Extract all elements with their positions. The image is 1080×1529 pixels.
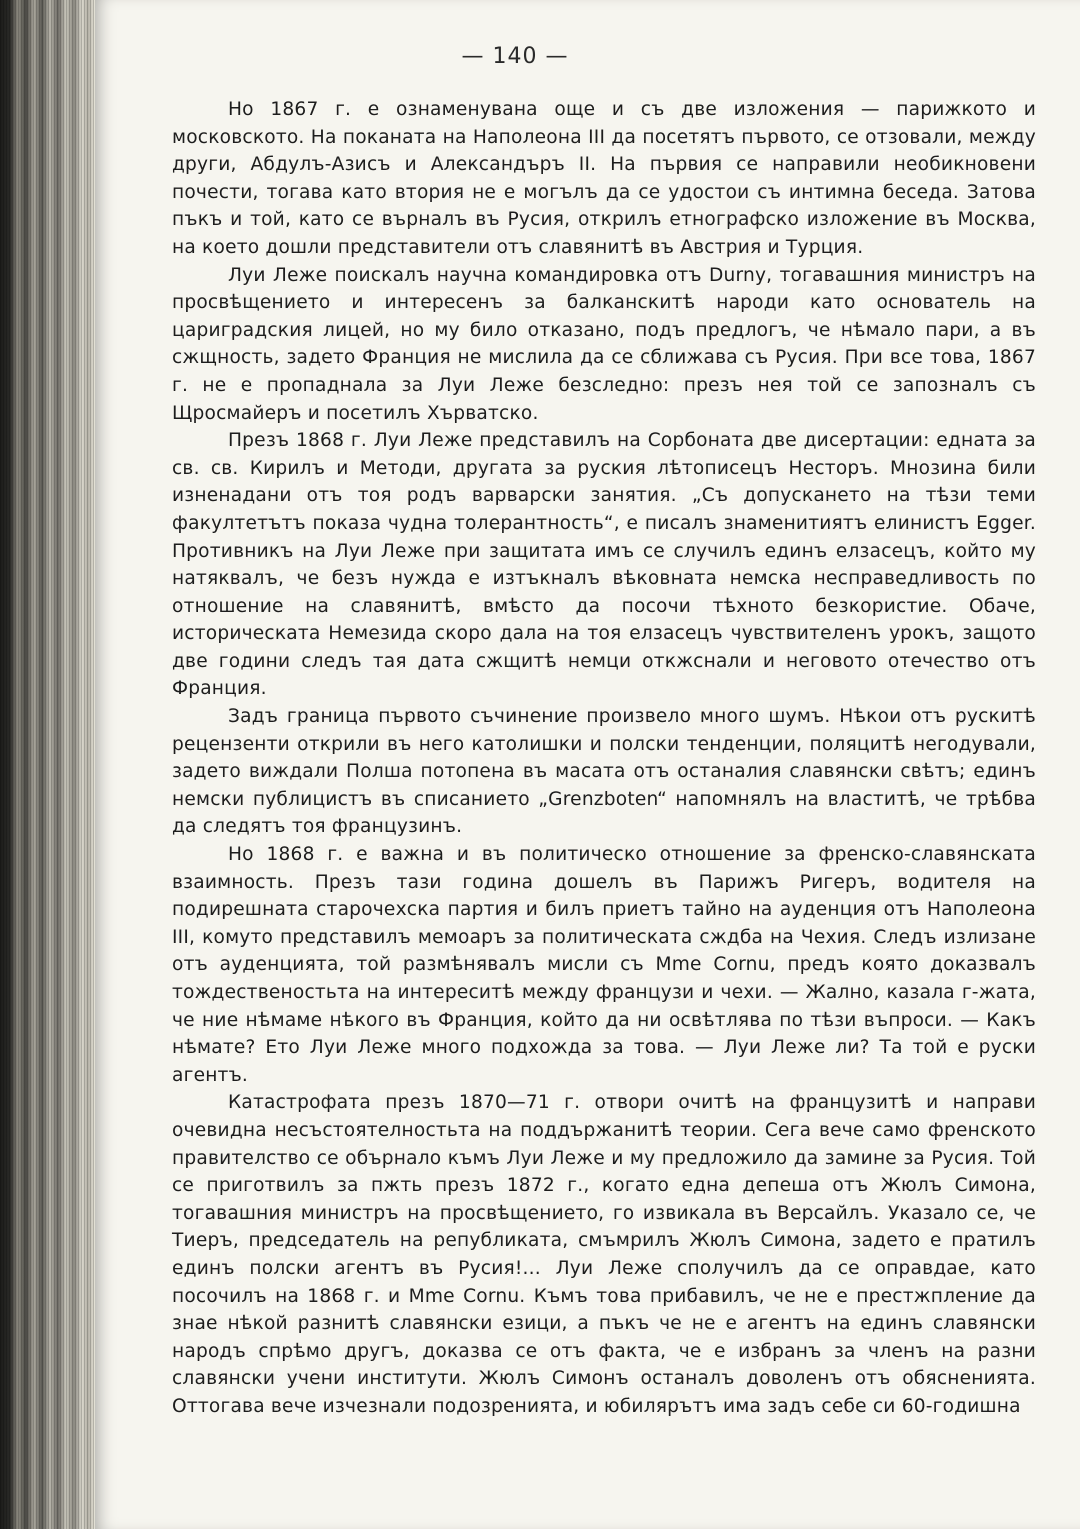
paragraph-3: Презъ 1868 г. Луи Леже представилъ на Сорбоната две дисертации: едната за св. св. Кирилъ и Методи, другата за руския лѣтописецъ Несторъ. Мнозина били изненадани отъ тоя родъ варварски занятия. „Съ допускането на тѣзи теми факултетътъ показа чудна толерантность“, е писалъ знаменитиятъ елинистъ Egger. Противникъ на Луи Леже при защитата имъ се случилъ единъ елзасецъ, който му натяквалъ, че безъ нужда е изтъкналъ вѣковната немска несправедливость по отношение на славянитѣ, вмѣсто да посочи тѣхното безкористие. Обаче, историческата Немезида скоро дала на тоя елзасецъ чувствителенъ урокъ, защото две години следъ тая дата сжщитѣ немци откжснали и неговото отечество отъ Франция. <box>172 430 1036 700</box>
page-number: — 140 — <box>461 44 569 69</box>
paragraph-1: Но 1867 г. е ознаменувана още и съ две изложения — парижкото и московското. На поканата на Наполеона III да посетятъ първото, се отзовали, между други, Абдулъ-Азисъ и Александъръ II. На първия се направили необикновени почести, тогава като втория не е могълъ да се удостои съ интимна беседа. Затова пъкъ и той, като се върналъ въ Русия, открилъ етнографско изложение въ Москва, на което дошли представители отъ славянитѣ въ Австрия и Турция. <box>172 99 1036 258</box>
book-spine <box>0 0 95 1529</box>
paragraph-5: Но 1868 г. е важна и въ политическо отношение за френско-славянската взаимность. Презъ тази година дошелъ въ Парижъ Ригеръ, водителя на подирешната старочехска партия и билъ приетъ тайно на ауденция отъ Наполеона III, комуто представилъ мемоаръ за политическата сждба на Чехия. Следъ излизане отъ ауденцията, той размѣнявалъ мисли съ Mme Cornu, предъ която доказвалъ тождественостьта на интереситѣ между французи и чехи. — Жално, казала г-жата, че ние нѣмаме нѣкого въ Франция, който да ни освѣтлява по тѣзи въпроси. — Какъ нѣмате? Ето Луи Леже много подхожда за това. — Луи Леже ли? Та той е руски агентъ. <box>172 844 1036 1086</box>
paragraph-6: Катастрофата презъ 1870—71 г. отвори очитѣ на французитѣ и направи очевидна несъстоятелностьта на поддържанитѣ теории. Сега вече само френското правителство се обърнало къмъ Луи Леже и му предложило да замине за Русия. Той се приготвилъ за пжть презъ 1872 г., когато една депеша отъ Жюлъ Симона, тогавашния министръ на просвѣщението, го извикала въ Версайлъ. Указало се, че Тиеръ, председатель на републиката, смъмрилъ Жюлъ Симона, задето е пратилъ единъ полски агентъ въ Русия!... Луи Леже сполучилъ да се оправдае, като посочилъ на 1868 г. и Mme Cornu. Къмъ това прибавилъ, че не е престжпление да знае нѣкой разнитѣ славянски езици, а пъкъ че не е агентъ на единъ славянски народъ спрѣмо другъ, доказва се отъ факта, че е избранъ за членъ на разни славянски учени институти. Жюлъ Симонъ останалъ доволенъ отъ обясненията. Оттогава вече изчезнали подозренията, и юбилярътъ има задъ себе си 60-годишна <box>172 1092 1036 1417</box>
paragraph-4: Задъ граница първото съчинение произвело много шумъ. Нѣкои отъ рускитѣ рецензенти открили въ него католишки и полски тенденции, поляцитѣ негодували, задето виждали Полша потопена въ масата отъ останалия славянски свѣтъ; единъ немски публицистъ въ списанието „Grenzboten“ напомнялъ на властитѣ, че трѣбва да следятъ тоя французинъ. <box>172 706 1036 838</box>
paragraph-2: Луи Леже поискалъ научна командировка отъ Durny, тогавашния министръ на просвѣщението и интересенъ за балканскитѣ народи като основатель на цариградския лицей, но му било отказано, подъ предлогъ, че нѣмало пари, а въ сжщность, задето Франция не мислила да се сближава съ Русия. При все това, 1867 г. не е пропаднала за Луи Леже безследно: презъ нея той се запозналъ съ Щросмайеръ и посетилъ Хърватско. <box>172 264 1036 424</box>
body-text <box>172 96 1036 1421</box>
